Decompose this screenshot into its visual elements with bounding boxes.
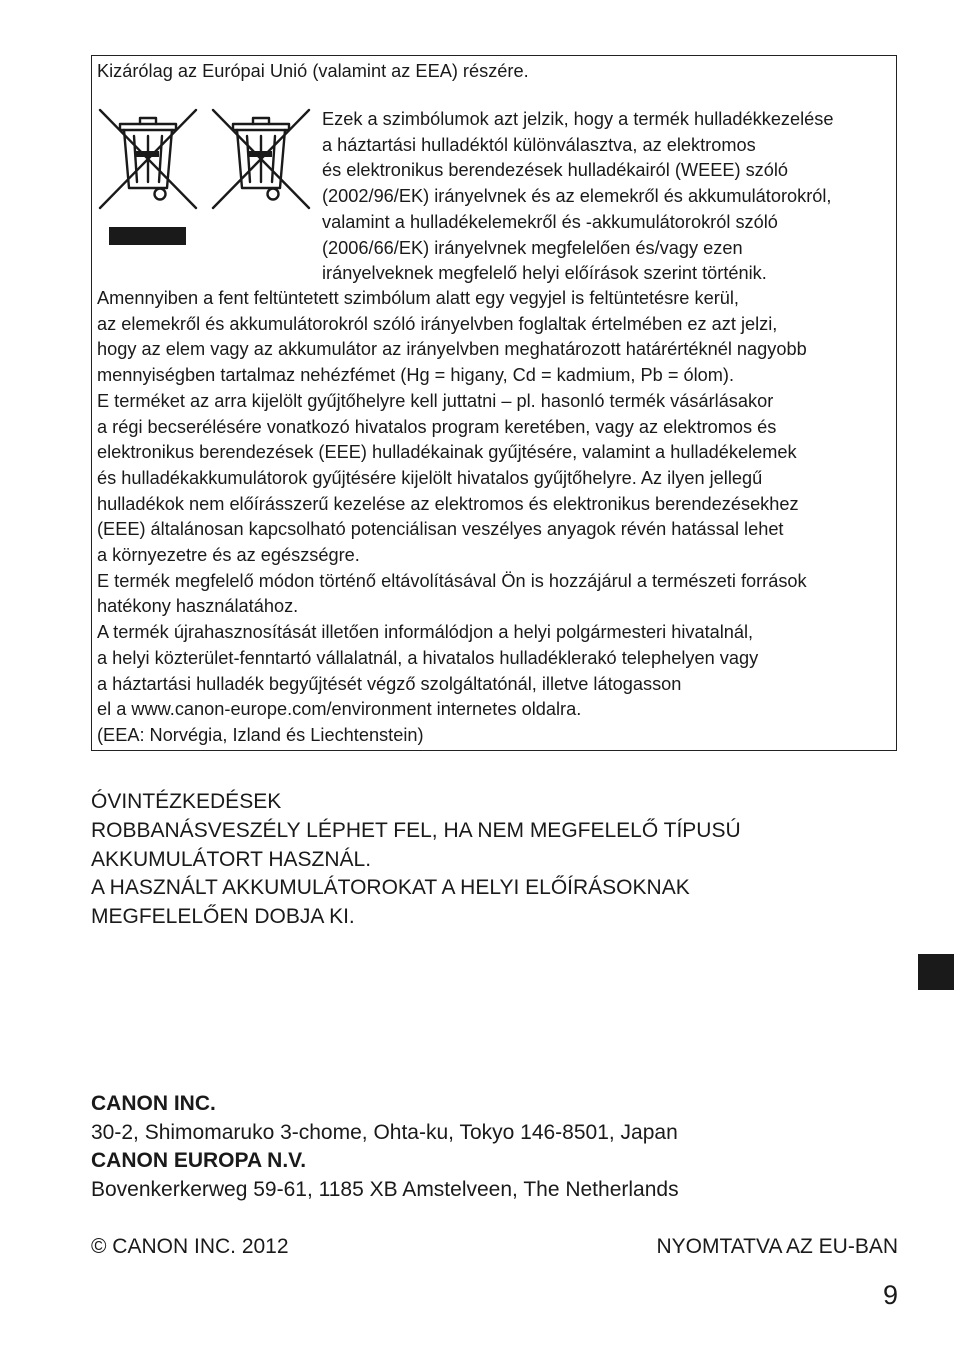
body-line: a helyi közterület-fenntartó vállalatnál, a hivatalos hulladéklerakó telephelyen vagy [97, 647, 759, 668]
company-address: Bovenkerkerweg 59-61, 1185 XB Amstelveen, The Netherlands [91, 1177, 679, 1201]
body-line: E termék megfelelő módon történő eltávolításával Ön is hozzájárul a természeti források [97, 570, 807, 591]
company-address: 30-2, Shimomaruko 3-chome, Ohta-ku, Tokyo 146-8501, Japan [91, 1120, 678, 1144]
eu-notice-heading: Kizárólag az Európai Unió (valamint az EEA) részére. [97, 61, 529, 81]
eu-notice-body [97, 286, 807, 749]
body-line: elektronikus berendezések (EEE) hulladékainak gyűjtésére, valamint a hulladékelemek [97, 442, 797, 463]
eu-notice-box [91, 55, 897, 751]
body-line: A termék újrahasznosítását illetően informálódjon a helyi polgármesteri hivatalnál, [97, 622, 754, 643]
body-line: a környezetre és az egészségre. [97, 545, 360, 566]
symbol-line: és elektronikus berendezések hulladékairól (WEEE) szóló [322, 160, 789, 181]
symbol-line: (2002/96/EK) irányelvnek és az elemekről és akkumulátorokról, [322, 186, 832, 207]
symbol-explanation [322, 107, 834, 287]
symbol-line: valamint a hulladékelemekről és -akkumulátorokról szóló [322, 211, 778, 232]
body-line: el a www.canon-europe.com/environment internetes oldalra. [97, 699, 582, 720]
body-line: hulladékok nem előírásszerű kezelése az elektromos és elektronikus berendezésekhez [97, 493, 799, 514]
symbol-line: Ezek a szimbólumok azt jelzik, hogy a termék hulladékkezelése [322, 109, 834, 129]
body-line: a háztartási hulladék begyűjtését végző szolgáltatónál, illetve látogasson [97, 673, 682, 694]
body-line: Amennyiben a fent feltüntetett szimbólum alatt egy vegyjel is feltüntetésre kerül, [97, 288, 739, 308]
company-name: CANON INC. [91, 1092, 216, 1115]
caution-line: AKKUMULÁTORT HASZNÁL. [91, 847, 372, 871]
page-number: 9 [882, 1280, 898, 1310]
copyright-notice: © CANON INC. 2012 [91, 1235, 289, 1258]
symbol-line: a háztartási hulladéktól különválasztva, az elektromos [322, 134, 756, 155]
body-line: E terméket az arra kijelölt gyűjtőhelyre kell juttatni – pl. hasonló termék vásárlásakor [97, 390, 774, 411]
crossed-bin-icon [96, 108, 200, 210]
body-line: hogy az elem vagy az akkumulátor az irányelvben meghatározott határértéknél nagyobb [97, 339, 807, 360]
printed-in-notice: NYOMTATVA AZ EU-BAN [656, 1235, 898, 1258]
body-line: az elemekről és akkumulátorokról szóló irányelvben foglaltak értelmében ez azt jelzi, [97, 313, 778, 334]
caution-line: ROBBANÁSVESZÉLY LÉPHET FEL, HA NEM MEGFELELŐ TÍPUSÚ [91, 818, 741, 842]
symbol-line: (2006/66/EK) irányelvnek megfelelően és/vagy ezen [322, 237, 743, 258]
caution-line: A HASZNÁLT AKKUMULÁTOROKAT A HELYI ELŐÍRÁSOKNAK [91, 876, 690, 900]
body-line: mennyiségben tartalmaz nehézfémet (Hg = higany, Cd = kadmium, Pb = ólom). [97, 365, 735, 386]
company-name: CANON EUROPA N.V. [91, 1149, 307, 1173]
company-info [91, 1090, 679, 1204]
caution-line: MEGFELELŐEN DOBJA KI. [91, 905, 355, 929]
symbol-line: irányelveknek megfelelő helyi előírások szerint történik. [322, 263, 767, 284]
crossed-bin-icon [209, 108, 313, 210]
body-line: és hulladékakkumulátorok gyűjtésére kijelölt hivatalos gyűjtőhelyre. Az ilyen jellegű [97, 467, 763, 488]
battery-caution [91, 788, 741, 932]
body-line: (EEE) általánosan kapcsolható potenciálisan veszélyes anyagok révén hatással lehet [97, 519, 784, 540]
caution-line: ÓVINTÉZKEDÉSEK [91, 790, 282, 813]
section-tab-marker [918, 954, 954, 990]
body-line: hatékony használatához. [97, 596, 299, 617]
body-line: a régi becserélésére vonatkozó hivatalos program keretében, vagy az elektromos és [97, 416, 777, 437]
body-line: (EEA: Norvégia, Izland és Liechtenstein) [97, 724, 424, 745]
chemical-symbol-bar [109, 227, 186, 245]
